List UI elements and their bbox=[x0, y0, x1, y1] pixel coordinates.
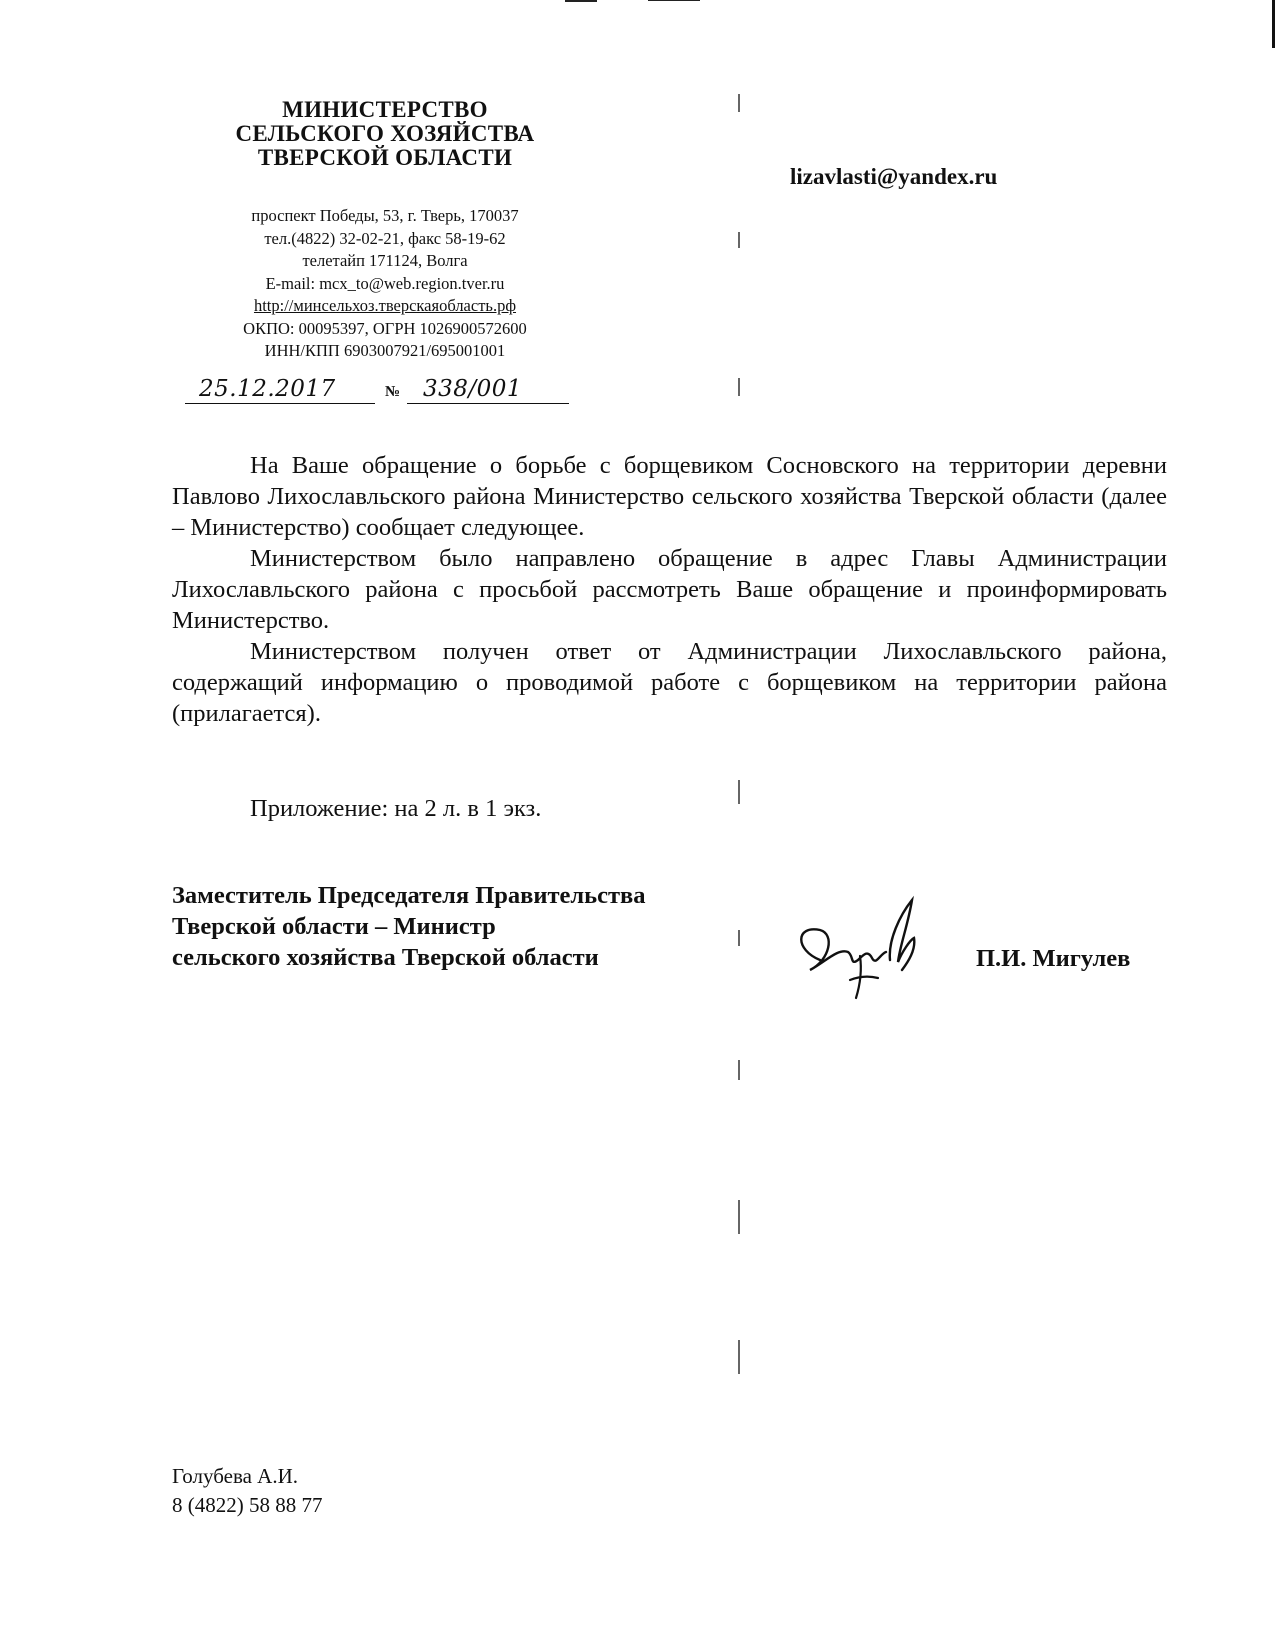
executor-info bbox=[172, 1462, 323, 1520]
signatory-name: П.И. Мигулев bbox=[976, 945, 1131, 972]
ministry-contacts bbox=[165, 205, 605, 363]
body-paragraph: Министерством получен ответ от Администрации Лихославльского района, содержащий информацию о проводимой работе с борщевиком на территории района (прилагается). bbox=[172, 638, 1167, 727]
ministry-name bbox=[165, 98, 605, 170]
registration-line bbox=[185, 372, 585, 408]
scan-fold-mark bbox=[738, 1060, 740, 1080]
signatory-title-line: Заместитель Председателя Правительства bbox=[172, 882, 646, 909]
scan-fold-mark bbox=[738, 1340, 740, 1374]
okpo-ogrn-line: ОКПО: 00095397, ОГРН 1026900572600 bbox=[243, 318, 527, 338]
scan-fold-mark bbox=[738, 232, 740, 248]
executor-name: Голубева А.И. bbox=[172, 1464, 298, 1488]
number-sign: № bbox=[385, 384, 401, 400]
address-line: проспект Победы, 53, г. Тверь, 170037 bbox=[251, 206, 519, 225]
scan-fold-mark bbox=[738, 930, 740, 946]
ministry-name-line: ТВЕРСКОЙ ОБЛАСТИ bbox=[257, 145, 513, 170]
ministry-name-line: СЕЛЬСКОГО ХОЗЯЙСТВА bbox=[235, 121, 535, 146]
scan-fold-mark bbox=[738, 378, 740, 396]
handwritten-signature bbox=[790, 890, 940, 1010]
signatory-title bbox=[172, 880, 645, 973]
signatory-title-line: сельского хозяйства Тверской области bbox=[172, 944, 599, 971]
registration-date: 25.12.2017 bbox=[199, 376, 336, 402]
number-underline bbox=[407, 403, 569, 404]
scan-top-mark bbox=[648, 0, 700, 1]
email-line: E-mail: mcx_to@web.region.tver.ru bbox=[265, 273, 505, 293]
scan-fold-mark bbox=[738, 94, 740, 112]
body-paragraph: Министерством было направлено обращение в адрес Главы Администрации Лихославльского района с просьбой рассмотреть Ваше обращение и проинформировать Министерство. bbox=[172, 545, 1167, 634]
website-link[interactable]: http://минсельхоз.тверскаяобласть.рф bbox=[253, 296, 517, 315]
date-underline bbox=[185, 403, 375, 404]
scan-top-mark bbox=[565, 0, 597, 2]
scan-fold-mark bbox=[738, 780, 740, 804]
phone-line: тел.(4822) 32-02-21, факс 58-19-62 bbox=[264, 228, 506, 248]
attachment-note: Приложение: на 2 л. в 1 экз. bbox=[250, 795, 542, 822]
teletype-line: телетайп 171124, Волга bbox=[302, 251, 468, 270]
letter-body bbox=[172, 450, 1167, 729]
body-paragraph: На Ваше обращение о борьбе с борщевиком Сосновского на территории деревни Павлово Лихославльского района Министерство сельского хозяйства Тверской области (далее – Министерство) сообщает следующее. bbox=[172, 452, 1167, 541]
inn-kpp-line: ИНН/КПП 6903007921/695001001 bbox=[264, 341, 506, 360]
ministry-name-line: МИНИСТЕРСТВО bbox=[282, 97, 488, 122]
signatory-title-line: Тверской области – Министр bbox=[172, 913, 496, 940]
recipient-email: lizavlasti@yandex.ru bbox=[790, 164, 998, 189]
scan-fold-mark bbox=[738, 1200, 740, 1234]
executor-phone: 8 (4822) 58 88 77 bbox=[172, 1493, 323, 1517]
registration-number: 338/001 bbox=[423, 376, 523, 402]
